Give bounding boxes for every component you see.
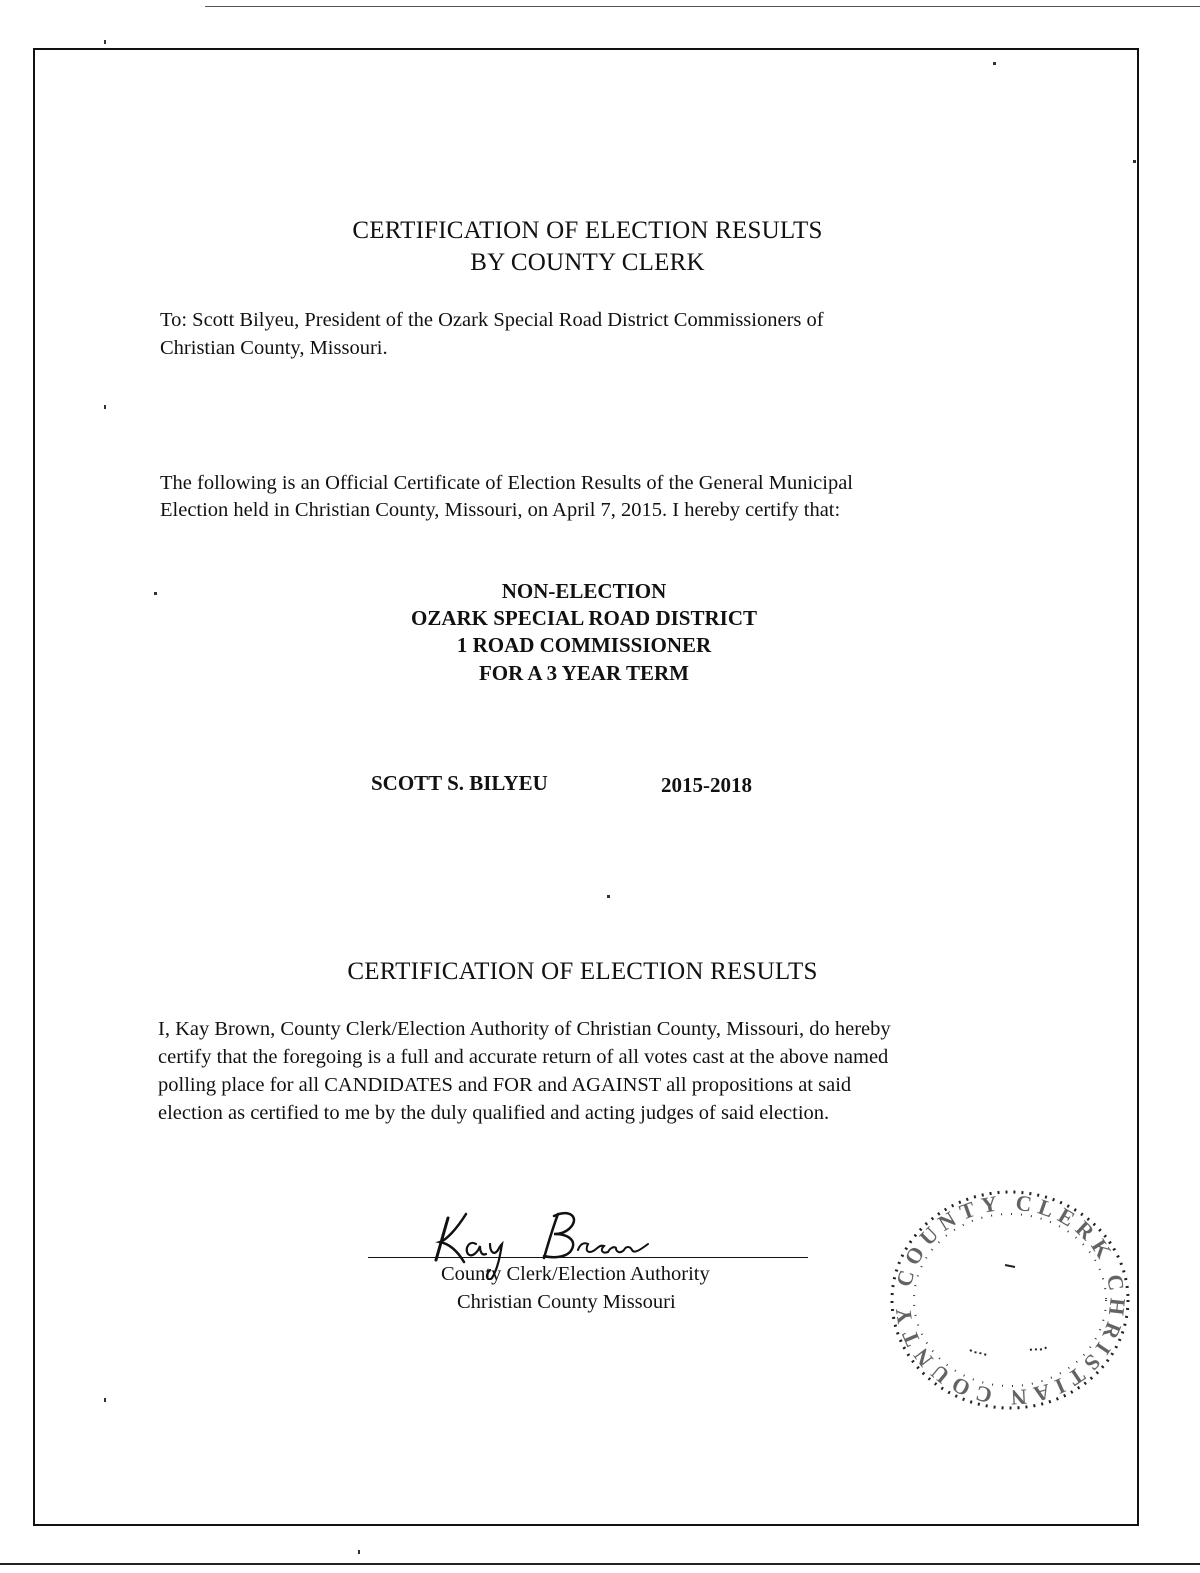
statement-line-1: I, Kay Brown, County Clerk/Election Authority of Christian County, Missouri, do hereby bbox=[158, 1018, 891, 1040]
candidate-name: SCOTT S. BILYEU bbox=[371, 771, 548, 795]
addressee-line-2: Christian County, Missouri. bbox=[160, 337, 388, 359]
addressee-line-1: To: Scott Bilyeu, President of the Ozark Special Road District Commissioners of bbox=[160, 309, 824, 331]
scan-speck bbox=[104, 40, 106, 44]
scan-speck bbox=[993, 62, 996, 65]
race-line-3: 1 ROAD COMMISSIONER bbox=[456, 633, 712, 657]
race-line-4: FOR A 3 YEAR TERM bbox=[478, 661, 690, 685]
intro-line-1: The following is an Official Certificate of Election Results of the General Municipal bbox=[160, 472, 853, 494]
county-seal-stamp bbox=[880, 1180, 1140, 1420]
race-line-2: OZARK SPECIAL ROAD DISTRICT bbox=[411, 606, 757, 630]
statement-line-2: certify that the foregoing is a full and accurate return of all votes cast at the above named bbox=[158, 1046, 889, 1068]
signature-line bbox=[368, 1257, 808, 1258]
section-title: CERTIFICATION OF ELECTION RESULTS bbox=[347, 958, 818, 985]
statement-line-4: election as certified to me by the duly qualified and acting judges of said election. bbox=[158, 1102, 830, 1124]
intro-line-2: Election held in Christian County, Missouri, on April 7, 2015. I hereby certify that: bbox=[160, 499, 841, 521]
term-years: 2015-2018 bbox=[661, 773, 752, 797]
scan-speck bbox=[607, 895, 610, 898]
signer-title: County Clerk/Election Authority bbox=[441, 1263, 710, 1285]
signer-county: Christian County Missouri bbox=[457, 1291, 676, 1313]
scan-speck bbox=[358, 1550, 360, 1554]
scan-edge-bottom bbox=[0, 1563, 1200, 1565]
svg-text:COUNTY CLERK CHRISTIAN COUNTY: COUNTY CLERK CHRISTIAN COUNTY bbox=[889, 1189, 1131, 1411]
scan-speck bbox=[104, 405, 106, 409]
scan-speck bbox=[104, 1398, 106, 1402]
document-subtitle: BY COUNTY CLERK bbox=[470, 249, 705, 276]
scan-speck bbox=[1133, 160, 1136, 163]
document-title: CERTIFICATION OF ELECTION RESULTS bbox=[352, 217, 823, 244]
scan-edge-top bbox=[205, 6, 1200, 7]
statement-line-3: polling place for all CANDIDATES and FOR and AGAINST all propositions at said bbox=[158, 1074, 852, 1096]
race-line-1: NON-ELECTION bbox=[501, 579, 667, 603]
